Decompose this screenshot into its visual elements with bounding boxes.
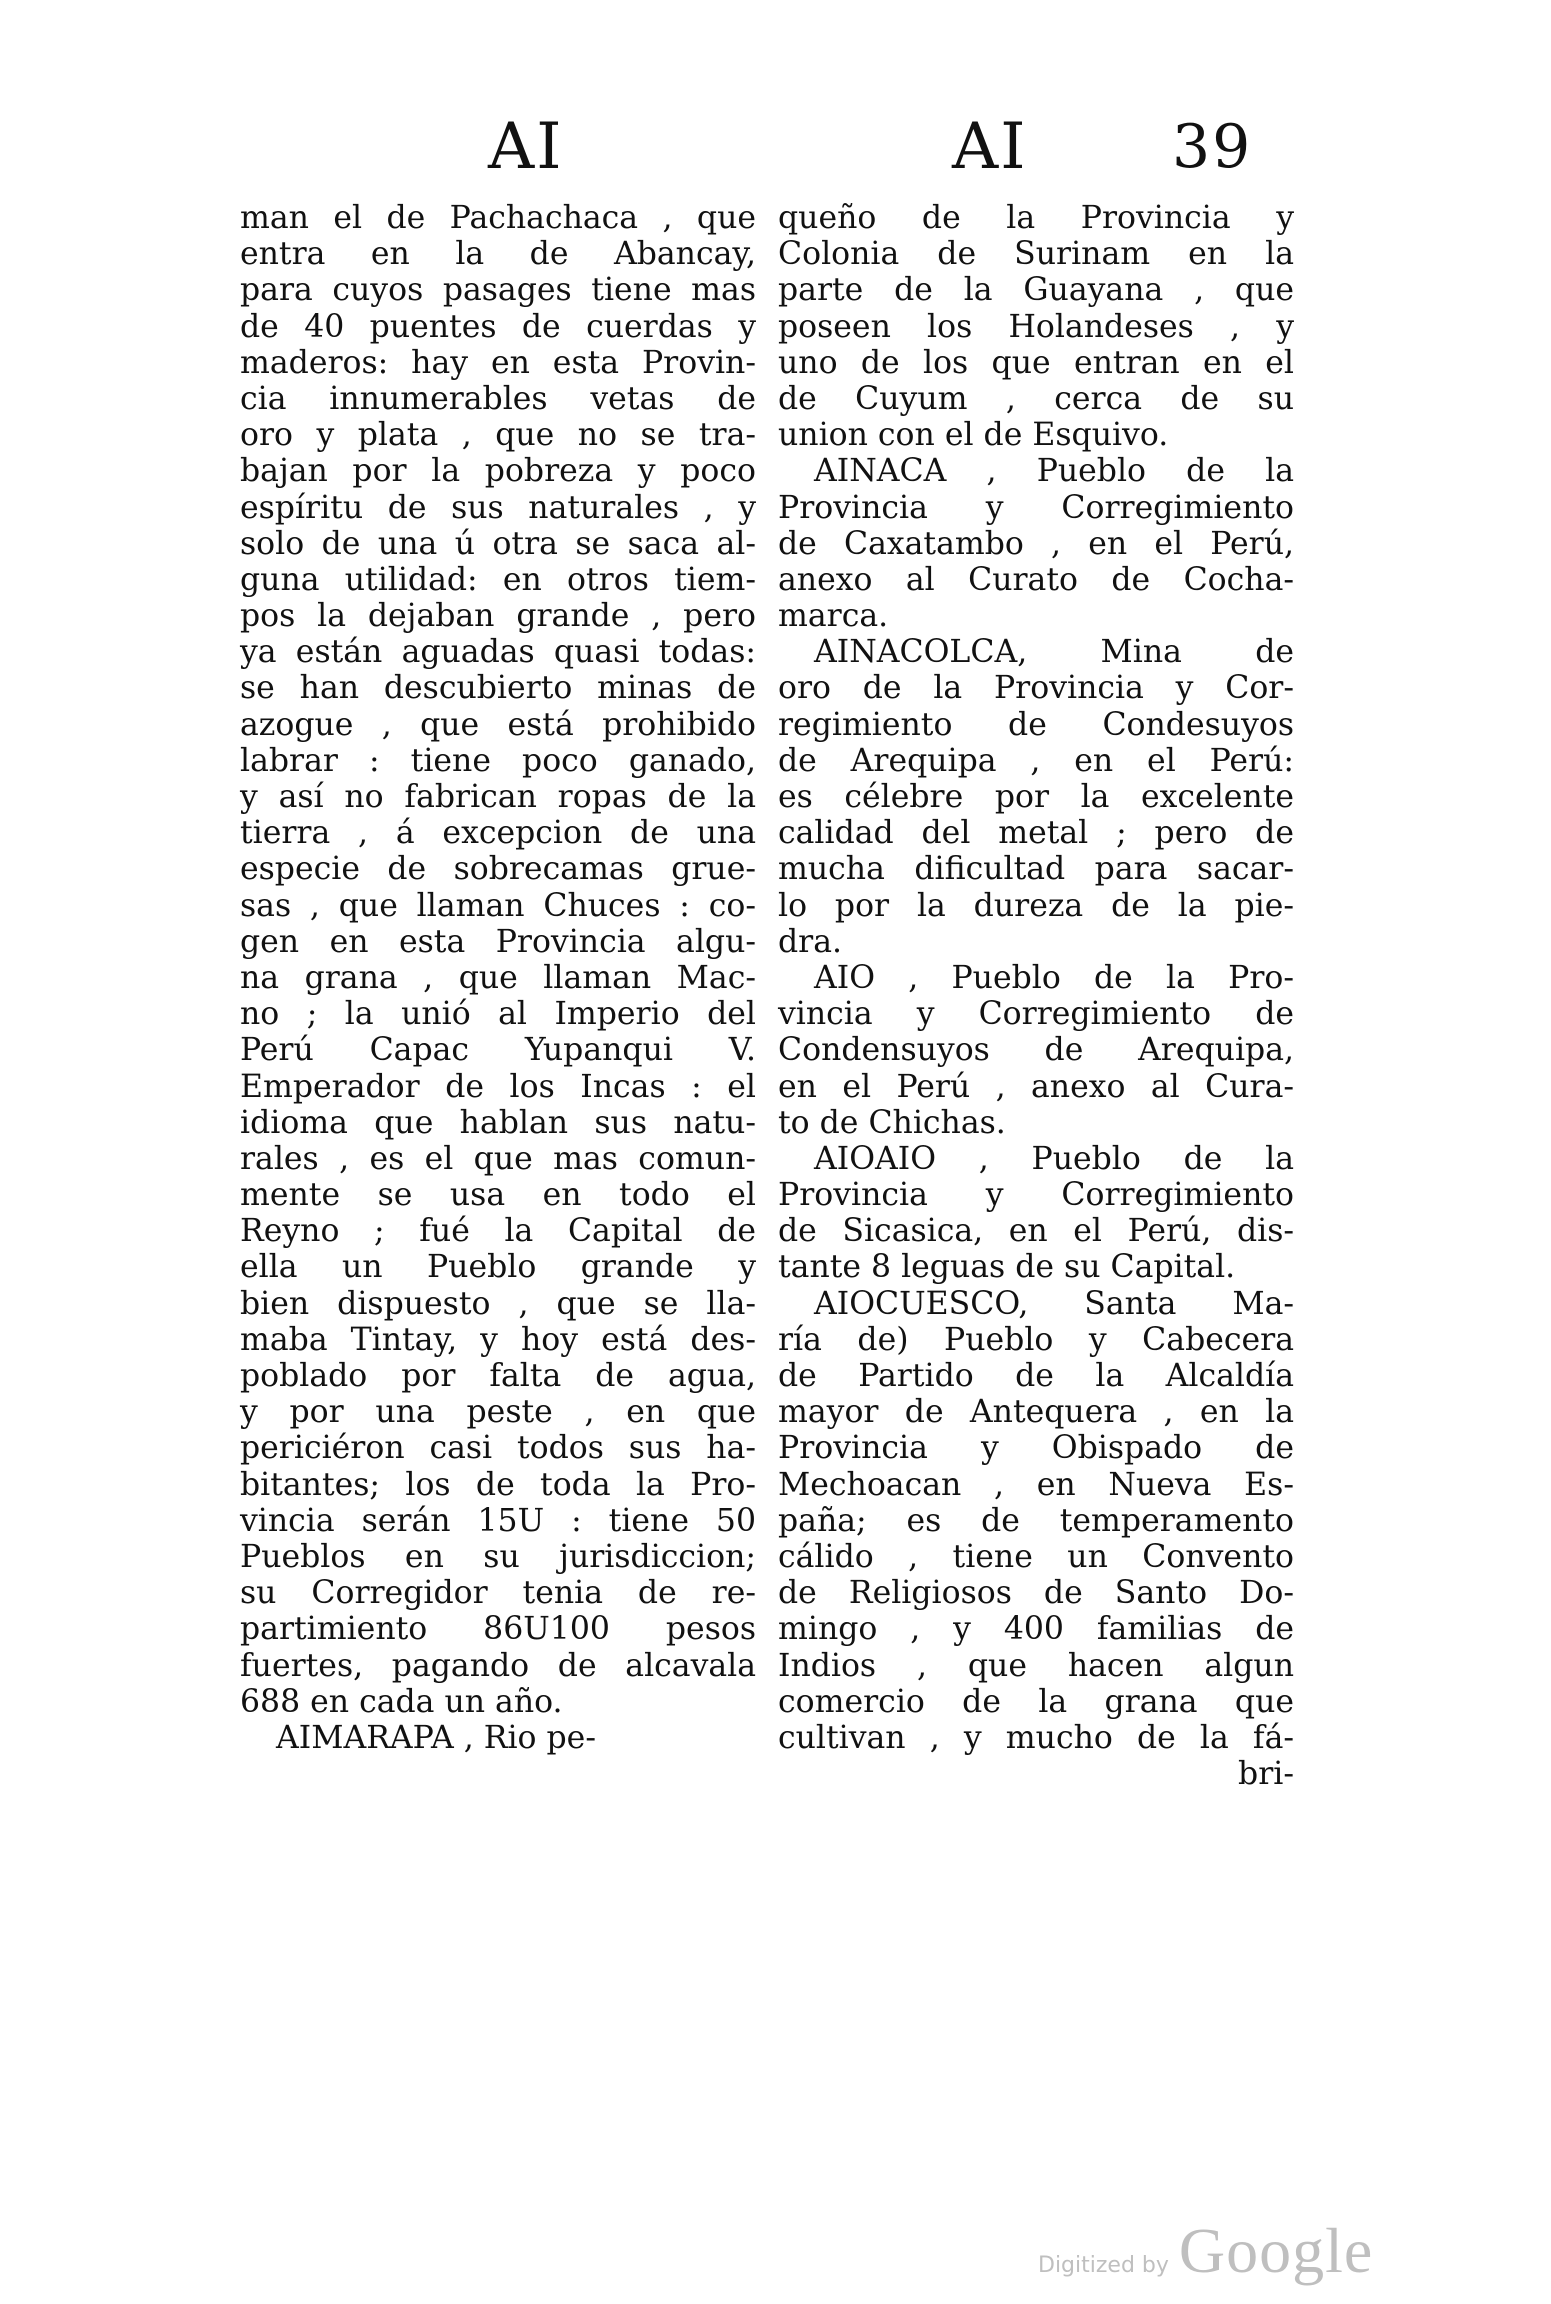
text-line: cultivan , y mucho de la fá- bbox=[778, 1719, 1294, 1756]
text-line: AIO , Pueblo de la Pro- bbox=[814, 959, 1294, 996]
text-line: de 40 puentes de cuerdas y bbox=[240, 308, 756, 345]
text-line: anexo al Curato de Cocha- bbox=[778, 561, 1294, 598]
text-line: 688 en cada un año. bbox=[240, 1683, 563, 1720]
text-line: idioma que hablan sus natu- bbox=[240, 1104, 756, 1141]
running-head-right: AI bbox=[952, 110, 1028, 184]
text-line: oro de la Provincia y Cor- bbox=[778, 670, 1294, 707]
text-line: de Sicasica, en el Perú, dis- bbox=[778, 1213, 1294, 1250]
text-line: maba Tintay, y hoy está des- bbox=[240, 1321, 756, 1358]
text-line: bajan por la pobreza y poco bbox=[240, 453, 756, 490]
text-line: no ; la unió al Imperio del bbox=[240, 996, 756, 1033]
text-line: Provincia y Corregimiento bbox=[778, 489, 1294, 526]
text-line: AIOAIO , Pueblo de la bbox=[814, 1140, 1294, 1177]
page-number: 39 bbox=[1172, 112, 1253, 182]
text-line: oro y plata , que no se tra- bbox=[240, 417, 756, 454]
text-line: entra en la de Abancay, bbox=[240, 236, 756, 273]
text-line: mucha dificultad para sacar- bbox=[778, 851, 1294, 888]
text-line: Mechoacan , en Nueva Es- bbox=[778, 1466, 1294, 1503]
text-line: Pueblos en su jurisdiccion; bbox=[240, 1538, 756, 1575]
text-line: dra. bbox=[778, 923, 843, 960]
text-line: regimiento de Condesuyos bbox=[778, 706, 1294, 743]
text-line: fuertes, pagando de alcavala bbox=[240, 1647, 756, 1684]
text-line: pos la dejaban grande , pero bbox=[240, 598, 756, 635]
text-line: comercio de la grana que bbox=[778, 1683, 1294, 1720]
text-line: de Cuyum , cerca de su bbox=[778, 380, 1294, 417]
text-line: es célebre por la excelente bbox=[778, 779, 1294, 815]
running-head-left: AI bbox=[488, 110, 564, 184]
text-line: y así no fabrican ropas de la bbox=[240, 779, 756, 815]
text-line: labrar : tiene poco ganado, bbox=[240, 742, 756, 779]
text-line: mente se usa en todo el bbox=[240, 1177, 756, 1214]
text-line: azogue , que está prohibido bbox=[240, 706, 756, 743]
text-line: parte de la Guayana , que bbox=[778, 272, 1294, 309]
text-line: AINACOLCA, Mina de bbox=[814, 634, 1294, 671]
text-line: maderos: hay en esta Provin- bbox=[240, 344, 756, 381]
text-line: su Corregidor tenia de re- bbox=[240, 1575, 756, 1612]
text-line: Provincia y Obispado de bbox=[778, 1430, 1294, 1467]
text-line: gen en esta Provincia algu- bbox=[240, 923, 756, 960]
text-line: Perú Capac Yupanqui V. bbox=[240, 1032, 756, 1069]
text-line: uno de los que entran en el bbox=[778, 344, 1294, 381]
text-line: mayor de Antequera , en la bbox=[778, 1394, 1294, 1431]
digitized-by-text: Digitized by bbox=[1038, 2253, 1169, 2278]
text-line: espíritu de sus naturales , y bbox=[240, 489, 756, 526]
text-line: Condensuyos de Arequipa, bbox=[778, 1032, 1294, 1069]
text-line: periciéron casi todos sus ha- bbox=[240, 1430, 756, 1467]
text-line: para cuyos pasages tiene mas bbox=[240, 272, 756, 309]
text-line: cia innumerables vetas de bbox=[240, 380, 756, 417]
text-line: lo por la dureza de la pie- bbox=[778, 887, 1294, 924]
text-line: na grana , que llaman Mac- bbox=[240, 959, 756, 996]
text-line: mingo , y 400 familias de bbox=[778, 1611, 1294, 1648]
text-line: Provincia y Corregimiento bbox=[778, 1177, 1294, 1214]
text-line: AIOCUESCO, Santa Ma- bbox=[814, 1285, 1294, 1322]
text-line: Reyno ; fué la Capital de bbox=[240, 1213, 756, 1250]
text-line: man el de Pachachaca , que bbox=[240, 200, 756, 236]
text-line: bitantes; los de toda la Pro- bbox=[240, 1466, 756, 1503]
text-line: vincia serán 15U : tiene 50 bbox=[240, 1502, 756, 1539]
text-line: bri- bbox=[1238, 1756, 1294, 1793]
text-line: union con el de Esquivo. bbox=[778, 417, 1169, 454]
text-line: tierra , á excepcion de una bbox=[240, 815, 756, 852]
text-line: Colonia de Surinam en la bbox=[778, 236, 1294, 273]
text-line: Emperador de los Incas : el bbox=[240, 1068, 756, 1105]
text-line: bien dispuesto , que se lla- bbox=[240, 1285, 756, 1322]
text-line: ella un Pueblo grande y bbox=[240, 1249, 756, 1286]
text-line: y por una peste , en que bbox=[240, 1394, 756, 1431]
text-line: cálido , tiene un Convento bbox=[778, 1538, 1294, 1575]
text-line: especie de sobrecamas grue- bbox=[240, 851, 756, 888]
text-line: en el Perú , anexo al Cura- bbox=[778, 1068, 1294, 1105]
text-line: poblado por falta de agua, bbox=[240, 1358, 756, 1394]
text-line: ya están aguadas quasi todas: bbox=[240, 634, 756, 671]
text-line: sas , que llaman Chuces : co- bbox=[240, 887, 756, 924]
right-column bbox=[778, 200, 1294, 1792]
text-line: calidad del metal ; pero de bbox=[778, 815, 1294, 852]
text-line: guna utilidad: en otros tiem- bbox=[240, 561, 756, 598]
text-line: solo de una ú otra se saca al- bbox=[240, 525, 756, 562]
text-line: AINACA , Pueblo de la bbox=[814, 453, 1294, 490]
text-line: de Arequipa , en el Perú: bbox=[778, 742, 1294, 779]
text-line: ría de) Pueblo y Cabecera bbox=[778, 1321, 1294, 1358]
text-line: AIMARAPA , Rio pe- bbox=[276, 1719, 596, 1756]
text-line: de Partido de la Alcaldía bbox=[778, 1358, 1294, 1394]
text-line: paña; es de temperamento bbox=[778, 1502, 1294, 1539]
text-line: to de Chichas. bbox=[778, 1104, 1006, 1141]
text-line: vincia y Corregimiento de bbox=[778, 996, 1294, 1033]
text-line: partimiento 86U100 pesos bbox=[240, 1611, 756, 1648]
text-line: queño de la Provincia y bbox=[778, 200, 1294, 236]
text-line: de Religiosos de Santo Do- bbox=[778, 1575, 1294, 1612]
text-line: se han descubierto minas de bbox=[240, 670, 756, 707]
left-column bbox=[240, 200, 756, 1756]
google-logo-text: Google bbox=[1178, 2215, 1374, 2286]
text-line: marca. bbox=[778, 598, 889, 635]
text-line: rales , es el que mas comun- bbox=[240, 1140, 756, 1177]
text-line: Indios , que hacen algun bbox=[778, 1647, 1294, 1684]
text-line: de Caxatambo , en el Perú, bbox=[778, 525, 1294, 562]
text-line: tante 8 leguas de su Capital. bbox=[778, 1249, 1236, 1286]
digitized-by-google-watermark bbox=[1038, 2214, 1373, 2288]
text-line: poseen los Holandeses , y bbox=[778, 308, 1294, 345]
